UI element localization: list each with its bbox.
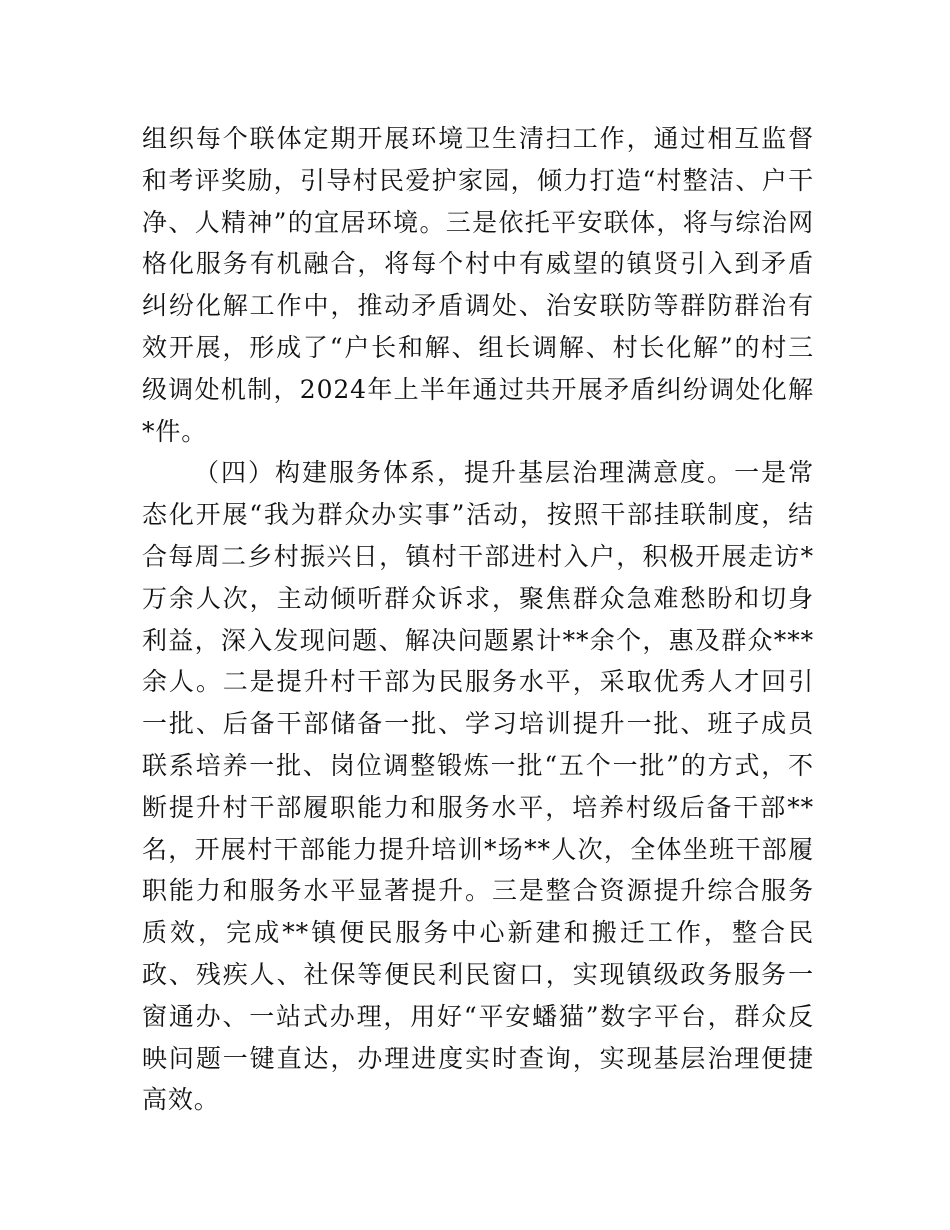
paragraph-continuation: 组织每个联体定期开展环境卫生清扫工作，通过相互监督和考评奖励，引导村民爱护家园，倾力打造“村整洁、户干净、人精神”的宜居环境。三是依托平安联体，将与综治网格化服务有机融合，将每个村中有威望的镇贤引入到矛盾纠纷化解工作中，推动矛盾调处、治安联防等群防群治有效开展，形成了“户长和解、组长调解、村长化解”的村三级调处机制，2024年上半年通过共开展矛盾纠纷调处化解*件。 (142, 124, 814, 446)
paragraph-section-four: （四）构建服务体系，提升基层治理满意度。一是常态化开展“我为群众办实事”活动，按照干部挂联制度，结合每周二乡村振兴日，镇村干部进村入户，积极开展走访*万余人次，主动倾听群众诉求，聚焦群众急难愁盼和切身利益，深入发现问题、解决问题累计**余个，惠及群众***余人。二是提升村干部为民服务水平，采取优秀人才回引一批、后备干部储备一批、学习培训提升一批、班子成员联系培养一批、岗位调整锻炼一批“五个一批”的方式，不断提升村干部履职能力和服务水平，培养村级后备干部**名，开展村干部能力提升培训*场**人次，全体坐班干部履职能力和服务水平显著提升。三是整合资源提升综合服务质效，完成**镇便民服务中心新建和搬迁工作，整合民政、残疾人、社保等便民利民窗口，实现镇级政务服务一窗通办、一站式办理，用好“平安蟠猫”数字平台，群众反映问题一键直达，办理进度实时查询，实现基层治理便捷高效。 (142, 458, 814, 1115)
document-body (142, 118, 814, 1121)
